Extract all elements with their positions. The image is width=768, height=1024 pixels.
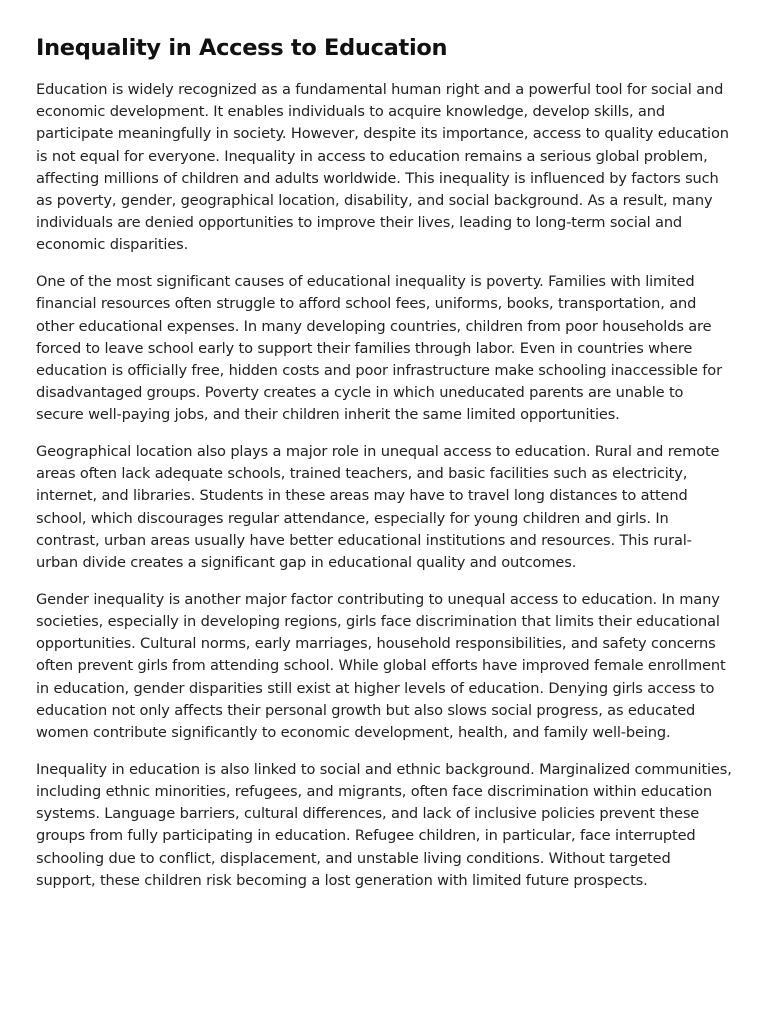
- paragraph-social-background: Inequality in education is also linked to social and ethnic background. Marginalized communities, including ethnic minorities, refugees, and migrants, often face discrimination within education systems. Language barriers, cultural differences, and lack of inclusive policies prevent these groups from fully participating in education. Refugee children, in particular, face interrupted schooling due to conflict, displacement, and unstable living conditions. Without targeted support, these children risk becoming a lost generation with limited future prospects.: [36, 760, 732, 889]
- paragraph-geography: Geographical location also plays a major role in unequal access to education. Rural and remote areas often lack adequate schools, trained teachers, and basic facilities such as electricity, internet, and libraries. Students in these areas may have to travel long distances to attend school, which discourages regular attendance, especially for young children and girls. In contrast, urban areas usually have better educational institutions and resources. This rural-urban divide creates a significant gap in educational quality and outcomes.: [36, 443, 720, 572]
- document-title: Inequality in Access to Education: [36, 35, 448, 61]
- paragraph-poverty: One of the most significant causes of educational inequality is poverty. Families with limited financial resources often struggle to afford school fees, uniforms, books, transportation, and other educational expenses. In many developing countries, children from poor households are forced to leave school early to support their families through labor. Even in countries where education is officially free, hidden costs and poor infrastructure make schooling inaccessible for disadvantaged groups. Poverty creates a cycle in which uneducated parents are unable to secure well-paying jobs, and their children inherit the same limited opportunities.: [36, 273, 722, 424]
- paragraph-gender: Gender inequality is another major factor contributing to unequal access to education. In many societies, especially in developing regions, girls face discrimination that limits their educational opportunities. Cultural norms, early marriages, household responsibilities, and safety concerns often prevent girls from attending school. While global efforts have improved female enrollment in education, gender disparities still exist at higher levels of education. Denying girls access to education not only affects their personal growth but also slows social progress, as educated women contribute significantly to economic development, health, and family well-being.: [36, 590, 726, 741]
- paragraph-intro: Education is widely recognized as a fundamental human right and a powerful tool for social and economic development. It enables individuals to acquire knowledge, develop skills, and participate meaningfully in society. However, despite its importance, access to quality education is not equal for everyone. Inequality in access to education remains a serious global problem, affecting millions of children and adults worldwide. This inequality is influenced by factors such as poverty, gender, geographical location, disability, and social background. As a result, many individuals are denied opportunities to improve their lives, leading to long-term social and economic disparities.: [36, 81, 729, 254]
